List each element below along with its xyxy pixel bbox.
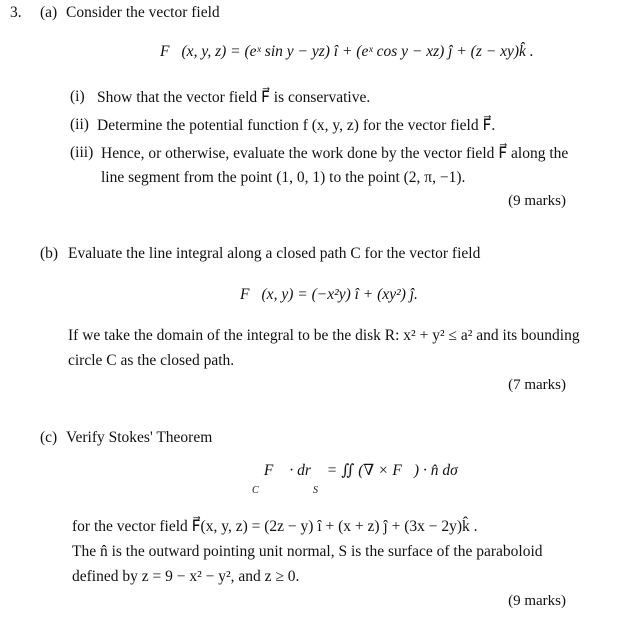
part-a-item-iii-cont: line segment from the point (1, 0, 1) to the point (2, π, −1). bbox=[101, 169, 466, 186]
question-number: 3. bbox=[10, 4, 22, 21]
part-c-line2: The n̂ is the outward pointing unit normal, S is the surface of the paraboloid bbox=[72, 543, 543, 560]
part-a-marks: (9 marks) bbox=[508, 193, 566, 209]
part-a-item-i-text: Show that the vector field F⃗ is conservative. bbox=[97, 89, 371, 106]
part-c-subscript-s: S bbox=[313, 485, 318, 496]
part-b-intro: Evaluate the line integral along a closed path C for the vector field bbox=[68, 245, 481, 262]
part-a-intro: Consider the vector field bbox=[66, 4, 220, 21]
part-b-text-line1: If we take the domain of the integral to be the disk R: x² + y² ≤ a² and its bounding bbox=[68, 327, 580, 344]
part-a-item-iii-text: Hence, or otherwise, evaluate the work done by the vector field F⃗ along the bbox=[101, 145, 569, 162]
part-c-subscript-c: C bbox=[252, 485, 259, 496]
part-b-text-line2: circle C as the closed path. bbox=[68, 352, 235, 369]
part-c-line3: defined by z = 9 − x² − y², and z ≥ 0. bbox=[72, 568, 300, 585]
part-a-equation: F⃗(x, y, z) = (eˣ sin y − yz) î + (eˣ cos y − xz) ĵ + (z − xy)k̂ . bbox=[160, 43, 534, 60]
part-c-equation: ∮ F⃗ · dr⃗ = ∬ (∇ × F⃗) · n̂ dσ bbox=[248, 462, 458, 479]
part-a-label: (a) bbox=[40, 4, 58, 21]
part-c-label: (c) bbox=[40, 429, 58, 446]
part-b-marks: (7 marks) bbox=[508, 377, 566, 393]
part-b-label: (b) bbox=[40, 245, 59, 262]
part-c-intro: Verify Stokes' Theorem bbox=[66, 429, 213, 446]
part-c-line1: for the vector field F⃗(x, y, z) = (2z − y) î + (x + z) ĵ + (3x − 2y)k̂ . bbox=[72, 518, 478, 535]
part-a-item-iii-label: (iii) bbox=[70, 144, 94, 161]
part-a-item-ii-text: Determine the potential function f (x, y, z) for the vector field F⃗. bbox=[97, 117, 496, 134]
part-a-item-i-label: (i) bbox=[70, 88, 85, 105]
part-b-equation: F⃗(x, y) = (−x²y) î + (xy²) ĵ. bbox=[240, 286, 418, 303]
part-c-marks: (9 marks) bbox=[508, 593, 566, 609]
part-a-item-ii-label: (ii) bbox=[70, 116, 89, 133]
